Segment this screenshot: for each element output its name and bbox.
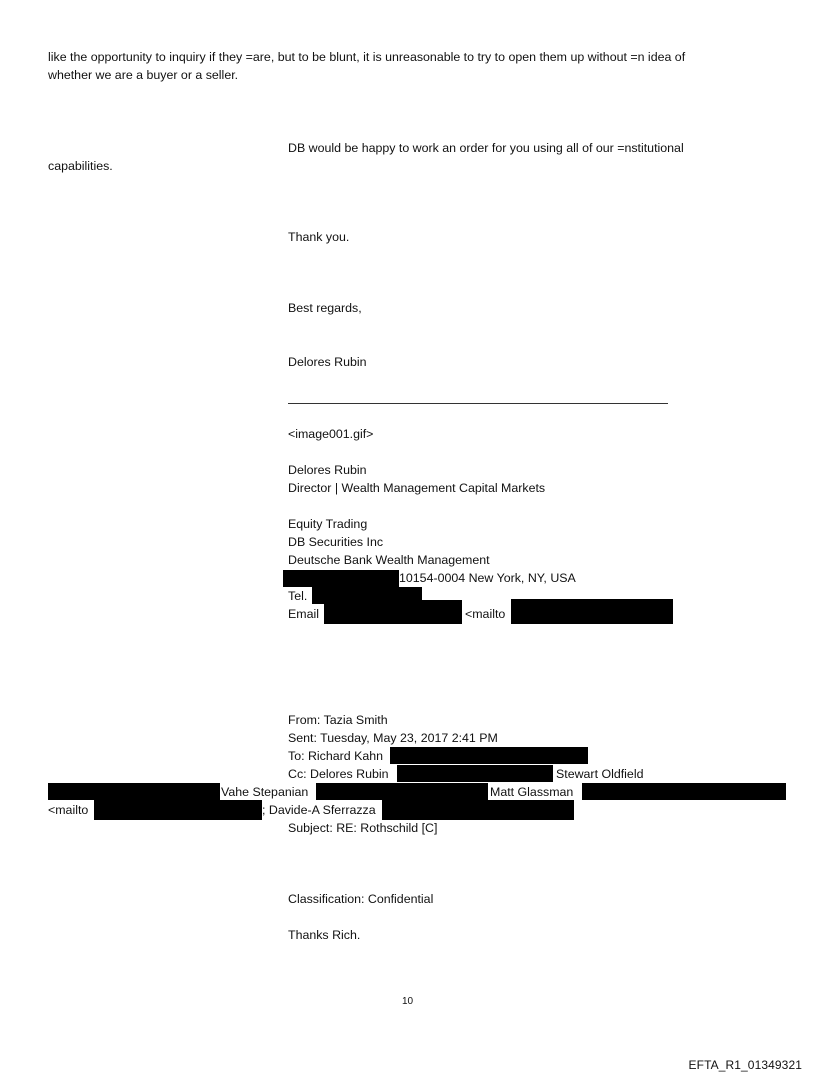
header-to: To: Richard Kahn: [288, 749, 384, 763]
header-cc-stepanian: Vahe Stepanian: [221, 785, 309, 799]
db-offer-line-2: capabilities.: [48, 159, 113, 173]
sender-name: Delores Rubin: [288, 355, 367, 369]
thank-you: Thank you.: [288, 230, 350, 244]
page-number: 10: [402, 996, 414, 1007]
intro-line-1: like the opportunity to inquiry if they =are, but to be blunt, it is unreasonable to try to open them up without =n idea of: [48, 50, 686, 64]
header-from: From: Tazia Smith: [288, 713, 388, 727]
redaction-email: [324, 600, 462, 624]
redaction-cc-2: [48, 783, 220, 800]
redaction-to: [390, 747, 588, 764]
header-cc: Cc: Delores Rubin: [288, 767, 389, 781]
email-label: Email: [288, 607, 319, 621]
signature-title: Director | Wealth Management Capital Markets: [288, 481, 546, 495]
classification: Classification: Confidential: [288, 892, 434, 906]
thanks-rich: Thanks Rich.: [288, 928, 361, 942]
redaction-cc-3: [316, 783, 488, 800]
signature-company: DB Securities Inc: [288, 535, 384, 549]
redaction-cc-5: [94, 800, 262, 820]
signature-image-placeholder: <image001.gif>: [288, 427, 374, 441]
header-mailto: <mailto: [48, 803, 89, 817]
signature-division: Deutsche Bank Wealth Management: [288, 553, 490, 567]
redaction-address: [283, 570, 399, 587]
redaction-cc-1: [397, 765, 553, 782]
best-regards: Best regards,: [288, 301, 362, 315]
mailto-label: <mailto: [465, 607, 506, 621]
signature-divider: [288, 403, 668, 404]
header-cc-sferrazza: ; Davide-A Sferrazza: [262, 803, 376, 817]
intro-line-2: whether we are a buyer or a seller.: [48, 68, 239, 82]
header-cc-oldfield: Stewart Oldfield: [556, 767, 644, 781]
redaction-cc-6: [382, 800, 574, 820]
redaction-mailto: [511, 599, 673, 624]
signature-name: Delores Rubin: [288, 463, 367, 477]
header-sent: Sent: Tuesday, May 23, 2017 2:41 PM: [288, 731, 498, 745]
signature-address: 10154-0004 New York, NY, USA: [399, 571, 576, 585]
header-cc-glassman: Matt Glassman: [490, 785, 574, 799]
redaction-cc-4: [582, 783, 786, 800]
tel-label: Tel.: [288, 589, 308, 603]
db-offer-line-1: DB would be happy to work an order for you using all of our =nstitutional: [288, 141, 684, 155]
header-subject: Subject: RE: Rothschild [C]: [288, 821, 438, 835]
signature-department: Equity Trading: [288, 517, 368, 531]
bates-number: EFTA_R1_01349321: [688, 1058, 802, 1072]
